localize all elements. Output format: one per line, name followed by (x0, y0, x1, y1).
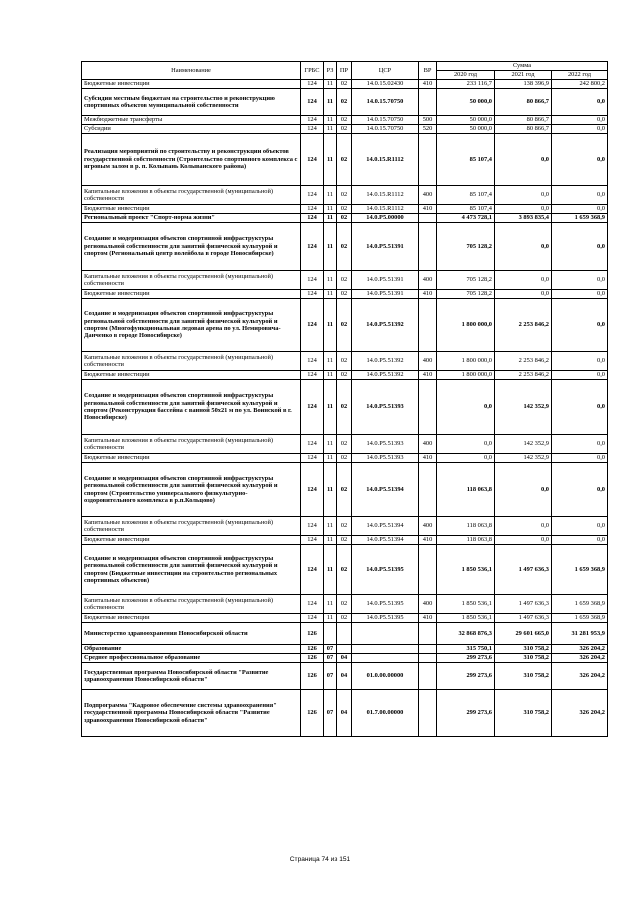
row-name: Образование (82, 645, 301, 654)
table-row (82, 517, 608, 536)
row-vr (419, 134, 437, 186)
row-sum-2020: 0,0 (437, 380, 495, 435)
table-row (82, 380, 608, 435)
row-grbs: 124 (301, 223, 324, 271)
row-rz: 11 (324, 214, 337, 223)
row-sum-2021: 0,0 (495, 517, 552, 536)
row-grbs: 124 (301, 517, 324, 536)
header-vr: ВР (419, 62, 437, 80)
row-sum-2020: 85 107,4 (437, 186, 495, 205)
row-sum-2021: 142 352,9 (495, 454, 552, 463)
row-name: Бюджетные инвестиции (82, 80, 301, 89)
row-pr: 02 (337, 299, 352, 352)
row-sum-2022: 0,0 (552, 290, 608, 299)
row-vr (419, 89, 437, 116)
row-vr: 410 (419, 454, 437, 463)
row-name: Субсидии (82, 125, 301, 134)
row-sum-2021: 142 352,9 (495, 435, 552, 454)
row-vr (419, 463, 437, 517)
row-vr: 410 (419, 205, 437, 214)
row-vr (419, 223, 437, 271)
row-pr: 04 (337, 690, 352, 737)
row-rz: 07 (324, 645, 337, 654)
row-name: Межбюджетные трансферты (82, 116, 301, 125)
row-csr: 14.0.P5.51394 (352, 463, 419, 517)
row-pr (337, 645, 352, 654)
row-rz: 11 (324, 80, 337, 89)
row-name: Бюджетные инвестиции (82, 205, 301, 214)
row-sum-2022: 0,0 (552, 299, 608, 352)
row-vr: 400 (419, 271, 437, 290)
row-grbs: 126 (301, 654, 324, 663)
table-row (82, 690, 608, 737)
row-sum-2022: 0,0 (552, 134, 608, 186)
header-pr: ПР (337, 62, 352, 80)
row-rz (324, 623, 337, 645)
table-row (82, 595, 608, 614)
row-csr: 14.0.P5.51392 (352, 371, 419, 380)
row-sum-2020: 118 063,8 (437, 517, 495, 536)
row-sum-2020: 299 273,6 (437, 654, 495, 663)
row-csr: 14.0.P5.51391 (352, 223, 419, 271)
row-sum-2022: 0,0 (552, 116, 608, 125)
row-sum-2020: 50 000,0 (437, 116, 495, 125)
row-rz: 11 (324, 463, 337, 517)
header-name: Наименование (82, 62, 301, 80)
row-csr: 14.0.P5.51392 (352, 352, 419, 371)
row-vr: 400 (419, 595, 437, 614)
row-vr: 400 (419, 435, 437, 454)
table-row (82, 89, 608, 116)
row-pr: 02 (337, 223, 352, 271)
row-grbs: 124 (301, 435, 324, 454)
row-grbs: 124 (301, 352, 324, 371)
row-sum-2020: 85 107,4 (437, 134, 495, 186)
row-vr: 500 (419, 116, 437, 125)
table-row (82, 214, 608, 223)
row-name: Министерство здравоохранения Новосибирской области (82, 623, 301, 645)
row-csr (352, 623, 419, 645)
row-sum-2021: 1 497 636,3 (495, 614, 552, 623)
table-row (82, 536, 608, 545)
row-sum-2022: 1 659 368,9 (552, 614, 608, 623)
row-sum-2021: 2 253 846,2 (495, 299, 552, 352)
row-grbs: 124 (301, 205, 324, 214)
table-body (82, 80, 608, 737)
table-header (82, 62, 608, 80)
row-grbs: 124 (301, 271, 324, 290)
row-pr: 02 (337, 614, 352, 623)
row-name: Создание и модернизация объектов спортивной инфраструктуры региональной собственности для занятий физической культурой и спортом (Бюджетные инвестиции на строительство региональных спортивных объектов) (82, 545, 301, 595)
row-sum-2022: 0,0 (552, 125, 608, 134)
row-csr: 14.0.P5.51391 (352, 290, 419, 299)
row-name: Создание и модернизация объектов спортивной инфраструктуры региональной собственности для занятий физической культурой и спортом (Региональный центр волейбола в городе Новосибирске) (82, 223, 301, 271)
row-sum-2020: 4 473 728,1 (437, 214, 495, 223)
row-name: Капитальные вложения в объекты государственной (муниципальной) собственности (82, 435, 301, 454)
row-rz: 11 (324, 614, 337, 623)
row-pr: 02 (337, 435, 352, 454)
row-sum-2022: 0,0 (552, 223, 608, 271)
table-row (82, 663, 608, 690)
row-sum-2022: 0,0 (552, 205, 608, 214)
table-row (82, 205, 608, 214)
row-vr (419, 645, 437, 654)
row-pr: 02 (337, 545, 352, 595)
row-csr: 14.0.P5.51391 (352, 271, 419, 290)
row-sum-2022: 1 659 368,9 (552, 595, 608, 614)
row-rz: 11 (324, 299, 337, 352)
row-sum-2021: 0,0 (495, 205, 552, 214)
row-csr: 14.0.15.R1112 (352, 186, 419, 205)
row-rz: 11 (324, 290, 337, 299)
row-vr: 400 (419, 517, 437, 536)
row-sum-2021: 3 893 835,4 (495, 214, 552, 223)
row-rz: 11 (324, 186, 337, 205)
row-name: Государственная программа Новосибирской области "Развитие здравоохранения Новосибирской области" (82, 663, 301, 690)
row-grbs: 124 (301, 80, 324, 89)
row-name: Капитальные вложения в объекты государственной (муниципальной) собственности (82, 517, 301, 536)
row-sum-2022: 1 659 368,9 (552, 214, 608, 223)
row-name: Создание и модернизация объектов спортивной инфраструктуры региональной собственности для занятий физической культурой и спортом (Реконструкция бассейна с ванной 50х21 м по ул. Воинской в г. Новосибирске) (82, 380, 301, 435)
row-sum-2021: 310 758,2 (495, 654, 552, 663)
row-vr (419, 380, 437, 435)
row-sum-2022: 0,0 (552, 186, 608, 205)
row-sum-2021: 310 758,2 (495, 663, 552, 690)
row-grbs: 124 (301, 89, 324, 116)
row-sum-2020: 1 850 536,1 (437, 614, 495, 623)
row-rz: 11 (324, 205, 337, 214)
table-row (82, 371, 608, 380)
row-rz: 11 (324, 134, 337, 186)
row-pr: 02 (337, 186, 352, 205)
row-sum-2022: 0,0 (552, 380, 608, 435)
row-sum-2021: 29 601 665,0 (495, 623, 552, 645)
row-grbs: 126 (301, 690, 324, 737)
row-sum-2020: 50 000,0 (437, 125, 495, 134)
row-sum-2022: 242 800,2 (552, 80, 608, 89)
table-row (82, 299, 608, 352)
row-csr: 14.0.15.02430 (352, 80, 419, 89)
row-name: Создание и модернизация объектов спортивной инфраструктуры региональной собственности для занятий физической культурой и спортом (Многофункциональная ледовая арена по ул. Немировича-Данченко в городе Новосибирске) (82, 299, 301, 352)
row-csr: 14.0.P5.00000 (352, 214, 419, 223)
row-csr: 14.0.P5.51392 (352, 299, 419, 352)
row-vr: 410 (419, 371, 437, 380)
row-rz: 11 (324, 352, 337, 371)
header-year-2022: 2022 год (552, 71, 608, 80)
row-sum-2022: 0,0 (552, 454, 608, 463)
row-rz: 11 (324, 271, 337, 290)
row-sum-2020: 705 128,2 (437, 223, 495, 271)
table-row (82, 645, 608, 654)
row-sum-2020: 0,0 (437, 435, 495, 454)
row-rz: 11 (324, 116, 337, 125)
row-rz: 11 (324, 380, 337, 435)
row-pr: 02 (337, 463, 352, 517)
table-row (82, 435, 608, 454)
row-pr: 02 (337, 205, 352, 214)
row-sum-2021: 0,0 (495, 290, 552, 299)
row-sum-2020: 315 750,1 (437, 645, 495, 654)
row-sum-2022: 31 281 953,9 (552, 623, 608, 645)
row-grbs: 124 (301, 186, 324, 205)
row-rz: 11 (324, 517, 337, 536)
row-grbs: 124 (301, 125, 324, 134)
row-name: Бюджетные инвестиции (82, 614, 301, 623)
row-name: Капитальные вложения в объекты государственной (муниципальной) собственности (82, 186, 301, 205)
row-name: Бюджетные инвестиции (82, 371, 301, 380)
row-csr: 01.7.00.00000 (352, 690, 419, 737)
table-row (82, 463, 608, 517)
row-sum-2022: 326 204,2 (552, 690, 608, 737)
row-sum-2021: 1 497 636,3 (495, 595, 552, 614)
table-row (82, 654, 608, 663)
row-sum-2021: 0,0 (495, 223, 552, 271)
header-sum: Сумма (437, 62, 608, 71)
row-name: Подпрограмма "Кадровое обеспечение системы здравоохранения" государственной программы Новосибирской области "Развитие здравоохранения Новосибирской области" (82, 690, 301, 737)
row-rz: 07 (324, 654, 337, 663)
row-vr (419, 214, 437, 223)
table-row (82, 134, 608, 186)
row-name: Капитальные вложения в объекты государственной (муниципальной) собственности (82, 271, 301, 290)
row-grbs: 124 (301, 454, 324, 463)
row-sum-2022: 326 204,2 (552, 663, 608, 690)
row-sum-2021: 0,0 (495, 271, 552, 290)
row-pr: 02 (337, 454, 352, 463)
row-pr: 02 (337, 116, 352, 125)
row-rz: 07 (324, 690, 337, 737)
row-sum-2021: 0,0 (495, 463, 552, 517)
table-row (82, 290, 608, 299)
row-sum-2021: 142 352,9 (495, 380, 552, 435)
row-sum-2022: 0,0 (552, 371, 608, 380)
row-sum-2022: 0,0 (552, 352, 608, 371)
table-row (82, 80, 608, 89)
row-csr: 14.0.15.R1112 (352, 205, 419, 214)
row-sum-2022: 0,0 (552, 463, 608, 517)
row-rz: 11 (324, 545, 337, 595)
row-name: Реализация мероприятий по строительству и реконструкции объектов государственной собственности (Строительство спортивного комплекса с игровым залом в р. п. Колывань Колыванского района) (82, 134, 301, 186)
row-csr (352, 645, 419, 654)
header-year-2020: 2020 год (437, 71, 495, 80)
row-sum-2021: 0,0 (495, 186, 552, 205)
row-csr: 14.0.P5.51393 (352, 454, 419, 463)
row-pr: 02 (337, 89, 352, 116)
row-csr: 14.0.P5.51395 (352, 614, 419, 623)
row-rz: 11 (324, 595, 337, 614)
row-sum-2020: 118 063,8 (437, 463, 495, 517)
row-csr: 01.0.00.00000 (352, 663, 419, 690)
row-pr (337, 623, 352, 645)
row-sum-2021: 138 396,9 (495, 80, 552, 89)
row-vr (419, 545, 437, 595)
row-name: Капитальные вложения в объекты государственной (муниципальной) собственности (82, 352, 301, 371)
row-sum-2020: 50 000,0 (437, 89, 495, 116)
row-grbs: 124 (301, 214, 324, 223)
row-pr: 02 (337, 517, 352, 536)
header-grbs: ГРБС (301, 62, 324, 80)
row-name: Среднее профессиональное образование (82, 654, 301, 663)
row-sum-2020: 85 107,4 (437, 205, 495, 214)
table-row (82, 623, 608, 645)
row-grbs: 124 (301, 380, 324, 435)
row-sum-2020: 299 273,6 (437, 663, 495, 690)
row-sum-2020: 0,0 (437, 454, 495, 463)
row-vr: 410 (419, 290, 437, 299)
row-sum-2021: 1 497 636,3 (495, 545, 552, 595)
row-name: Бюджетные инвестиции (82, 454, 301, 463)
row-pr: 02 (337, 536, 352, 545)
row-grbs: 124 (301, 614, 324, 623)
row-sum-2022: 0,0 (552, 271, 608, 290)
row-csr (352, 654, 419, 663)
row-sum-2022: 1 659 368,9 (552, 545, 608, 595)
row-sum-2020: 1 800 000,0 (437, 299, 495, 352)
row-rz: 11 (324, 223, 337, 271)
row-name: Бюджетные инвестиции (82, 536, 301, 545)
row-sum-2020: 1 800 000,0 (437, 371, 495, 380)
row-vr: 410 (419, 80, 437, 89)
row-pr: 04 (337, 654, 352, 663)
row-csr: 14.0.P5.51394 (352, 517, 419, 536)
row-csr: 14.0.15.R1112 (352, 134, 419, 186)
row-sum-2022: 0,0 (552, 89, 608, 116)
row-sum-2020: 299 273,6 (437, 690, 495, 737)
row-sum-2021: 310 758,2 (495, 645, 552, 654)
row-sum-2020: 1 800 000,0 (437, 352, 495, 371)
row-sum-2022: 0,0 (552, 517, 608, 536)
row-grbs: 126 (301, 645, 324, 654)
header-rz: РЗ (324, 62, 337, 80)
row-vr (419, 654, 437, 663)
row-vr: 410 (419, 536, 437, 545)
table-row (82, 454, 608, 463)
row-pr: 02 (337, 595, 352, 614)
row-sum-2020: 32 868 876,3 (437, 623, 495, 645)
row-name: Бюджетные инвестиции (82, 290, 301, 299)
row-pr: 04 (337, 663, 352, 690)
row-grbs: 124 (301, 371, 324, 380)
row-vr (419, 623, 437, 645)
row-grbs: 124 (301, 545, 324, 595)
header-csr: ЦСР (352, 62, 419, 80)
row-sum-2022: 326 204,2 (552, 645, 608, 654)
row-grbs: 126 (301, 663, 324, 690)
row-pr: 02 (337, 271, 352, 290)
row-pr: 02 (337, 134, 352, 186)
row-csr: 14.0.P5.51395 (352, 595, 419, 614)
row-name: Субсидии местным бюджетам на строительство и реконструкцию спортивных объектов муниципальной собственности (82, 89, 301, 116)
row-pr: 02 (337, 371, 352, 380)
row-sum-2020: 118 063,8 (437, 536, 495, 545)
row-vr: 520 (419, 125, 437, 134)
row-vr: 400 (419, 352, 437, 371)
row-rz: 11 (324, 125, 337, 134)
row-grbs: 124 (301, 595, 324, 614)
row-sum-2021: 0,0 (495, 536, 552, 545)
row-sum-2022: 326 204,2 (552, 654, 608, 663)
table-row (82, 614, 608, 623)
row-sum-2021: 0,0 (495, 134, 552, 186)
row-name: Создание и модернизация объектов спортивной инфраструктуры региональной собственности для занятий физической культурой и спортом (Строительство универсального физкультурно-оздоровительного комплекса в р.п.Кольцово) (82, 463, 301, 517)
table-row (82, 271, 608, 290)
row-grbs: 124 (301, 290, 324, 299)
row-sum-2022: 0,0 (552, 435, 608, 454)
row-grbs: 124 (301, 536, 324, 545)
row-pr: 02 (337, 214, 352, 223)
row-sum-2021: 80 866,7 (495, 116, 552, 125)
row-sum-2020: 705 128,2 (437, 290, 495, 299)
row-name: Капитальные вложения в объекты государственной (муниципальной) собственности (82, 595, 301, 614)
row-grbs: 124 (301, 299, 324, 352)
budget-table (81, 61, 608, 737)
row-pr: 02 (337, 380, 352, 435)
table-row (82, 223, 608, 271)
row-grbs: 124 (301, 463, 324, 517)
row-vr: 400 (419, 186, 437, 205)
row-csr: 14.0.P5.51393 (352, 435, 419, 454)
row-sum-2021: 2 253 846,2 (495, 352, 552, 371)
table-row (82, 125, 608, 134)
header-year-2021: 2021 год (495, 71, 552, 80)
row-sum-2020: 705 128,2 (437, 271, 495, 290)
row-grbs: 124 (301, 116, 324, 125)
row-sum-2020: 1 850 536,1 (437, 595, 495, 614)
table-row (82, 352, 608, 371)
row-sum-2021: 2 253 846,2 (495, 371, 552, 380)
row-pr: 02 (337, 352, 352, 371)
row-rz: 11 (324, 454, 337, 463)
row-sum-2020: 1 850 536,1 (437, 545, 495, 595)
row-csr: 14.0.15.70750 (352, 89, 419, 116)
row-csr: 14.0.15.70750 (352, 125, 419, 134)
row-grbs: 124 (301, 134, 324, 186)
row-rz: 07 (324, 663, 337, 690)
row-rz: 11 (324, 89, 337, 116)
row-pr: 02 (337, 125, 352, 134)
row-csr: 14.0.15.70750 (352, 116, 419, 125)
row-vr (419, 690, 437, 737)
page-number: Страница 74 из 151 (289, 856, 351, 863)
row-rz: 11 (324, 536, 337, 545)
row-vr (419, 299, 437, 352)
row-csr: 14.0.P5.51394 (352, 536, 419, 545)
row-vr: 410 (419, 614, 437, 623)
row-sum-2021: 80 866,7 (495, 125, 552, 134)
row-rz: 11 (324, 371, 337, 380)
row-sum-2021: 310 758,2 (495, 690, 552, 737)
row-sum-2021: 80 866,7 (495, 89, 552, 116)
row-grbs: 126 (301, 623, 324, 645)
row-sum-2020: 233 116,7 (437, 80, 495, 89)
row-pr: 02 (337, 80, 352, 89)
table-row (82, 545, 608, 595)
row-name: Региональный проект "Спорт-норма жизни" (82, 214, 301, 223)
row-sum-2022: 0,0 (552, 536, 608, 545)
table-row (82, 116, 608, 125)
row-rz: 11 (324, 435, 337, 454)
table-row (82, 186, 608, 205)
row-csr: 14.0.P5.51395 (352, 545, 419, 595)
row-csr: 14.0.P5.51393 (352, 380, 419, 435)
row-pr: 02 (337, 290, 352, 299)
row-vr (419, 663, 437, 690)
